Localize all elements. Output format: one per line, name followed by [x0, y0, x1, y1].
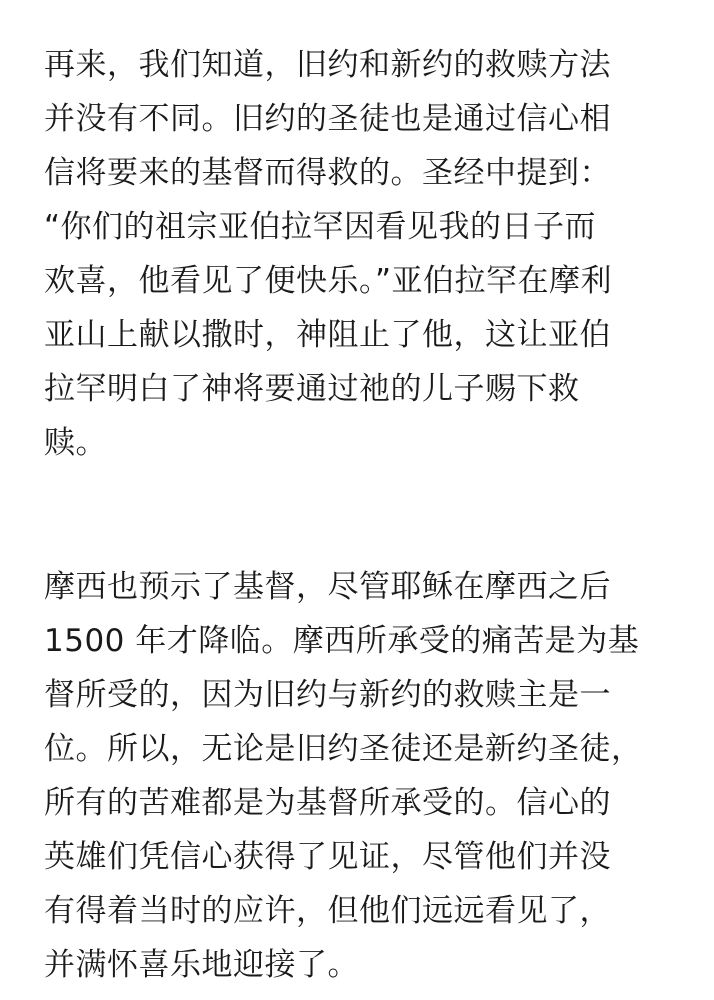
text-line: 位。所以，无论是旧约圣徒还是新约圣徒，	[44, 731, 643, 767]
text-line: 有得着当时的应许，但他们远远看见了，	[44, 893, 611, 929]
text-line: 并没有不同。旧约的圣徒也是通过信心相	[44, 101, 611, 137]
text-line: 信将要来的基督而得救的。圣经中提到：	[44, 155, 611, 191]
text-line: 欢喜，他看见了便快乐。”亚伯拉罕在摩利	[44, 263, 613, 299]
text-line: 再来，我们知道，旧约和新约的救赎方法	[44, 47, 611, 83]
text-line: “你们的祖宗亚伯拉罕因看见我的日子而	[44, 209, 597, 245]
paragraph-2	[44, 560, 674, 992]
text-line: 1500 年才降临。摩西所承受的痛苦是为基	[44, 623, 640, 659]
text-line: 拉罕明白了神将要通过祂的儿子赐下救	[44, 371, 580, 407]
text-line: 英雄们凭信心获得了见证，尽管他们并没	[44, 839, 611, 875]
paragraph-1	[44, 38, 674, 470]
article-body	[44, 38, 674, 992]
text-line: 督所受的，因为旧约与新约的救赎主是一	[44, 677, 611, 713]
text-line: 亚山上献以撒时，神阻止了他，这让亚伯	[44, 317, 611, 353]
text-line: 摩西也预示了基督，尽管耶稣在摩西之后	[44, 569, 611, 605]
paragraph-spacer	[44, 470, 674, 560]
text-line: 赎。	[44, 425, 107, 461]
text-line: 并满怀喜乐地迎接了。	[44, 947, 359, 983]
text-line: 所有的苦难都是为基督所承受的。信心的	[44, 785, 611, 821]
